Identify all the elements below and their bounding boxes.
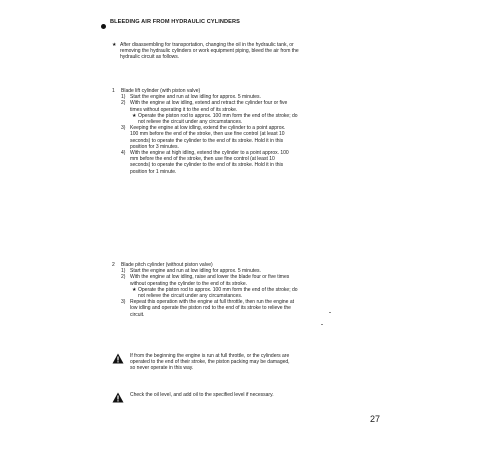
- warning-text: If from the beginning the engine is run at full throttle, or the cylinders are operated to the end of their stroke, the piston packing may be damaged, so never operate in this way.: [130, 353, 290, 372]
- section-blade-lift: [112, 88, 312, 175]
- section-title-text: Blade pitch cylinder (without piston valve): [121, 262, 213, 268]
- star-marker-icon: ★: [132, 286, 137, 293]
- step-text: With the engine at high idling, extend the cylinder to a point approx. 100 mm before the end of the stroke, then use fine control (at least 10 seconds) to operate the cylinder to the end of its stroke. Hold it in this position for 1 minute.: [130, 150, 289, 175]
- warning-text: Check the oil level, and add oil to the specified level if necessary.: [130, 392, 274, 398]
- step-note: [112, 113, 302, 125]
- step-number: 3): [121, 299, 126, 306]
- step-text: With the engine at low idling, extend and retract the cylinder four or five times without operating it to the end of its stroke.: [130, 100, 288, 113]
- star-marker-icon: ★: [112, 42, 117, 48]
- warning-icon: [112, 392, 124, 403]
- step-text: With the engine at low idling, raise and lower the blade four or five times without operating the cylinder to the end of its stroke.: [130, 274, 290, 287]
- section-heading: BLEEDING AIR FROM HYDRAULIC CYLINDERS: [110, 19, 240, 25]
- warning-icon: [112, 353, 124, 364]
- warning-note: [112, 392, 312, 398]
- step-note-text: Operate the piston rod to approx. 100 mm form the end of the stroke; do not relieve the circuit under any circumstances.: [138, 286, 298, 300]
- step-number: 4): [121, 150, 126, 157]
- step-item: [112, 150, 312, 175]
- step-text: Keeping the engine at low idling, extend the cylinder to a point approx. 100 mm before the end of the stroke, then use fine control (at least 10 seconds) to operate the cylinder to the end of its stroke. Hold it in this position for 3 minutes.: [130, 125, 286, 150]
- step-note: [112, 287, 302, 299]
- warning-note: [112, 353, 312, 372]
- step-number: 2): [121, 274, 126, 281]
- page-number: 27: [370, 414, 381, 424]
- step-number: 1): [121, 94, 126, 101]
- step-text: Start the engine and run at low idling for approx. 5 minutes.: [130, 268, 261, 275]
- heading-bullet-icon: [101, 24, 106, 29]
- section-title-text: Blade lift cylinder (with piston valve): [121, 88, 201, 94]
- intro-text: After disassembling for transportation, changing the oil in the hydraulic tank, or removing the hydraulic cylinders or work equipment piping, bleed the air from the hydraulic circuit as follows.: [120, 42, 299, 61]
- step-item: [112, 274, 312, 286]
- star-marker-icon: ★: [132, 112, 137, 119]
- step-note-text: Operate the piston rod to approx. 100 mm form the end of the stroke; do not relieve the circuit under any circumstances.: [138, 112, 298, 126]
- scan-speck: [321, 324, 323, 325]
- section-blade-pitch: [112, 262, 312, 318]
- step-text: Start the engine and run at low idling for approx. 5 minutes.: [130, 94, 261, 101]
- intro-note: [112, 42, 302, 61]
- step-number: 2): [121, 100, 126, 107]
- step-item: [112, 299, 312, 318]
- section-number: 1: [112, 88, 115, 94]
- step-number: 3): [121, 125, 126, 132]
- step-number: 1): [121, 268, 126, 275]
- step-text: Repeat this operation with the engine at full throttle, then run the engine at low idling and operate the piston rod to the end of its stroke to relieve the circuit.: [130, 299, 294, 318]
- step-item: [112, 125, 312, 150]
- scan-speck: [329, 312, 331, 313]
- section-number: 2: [112, 262, 115, 268]
- step-item: [112, 100, 312, 112]
